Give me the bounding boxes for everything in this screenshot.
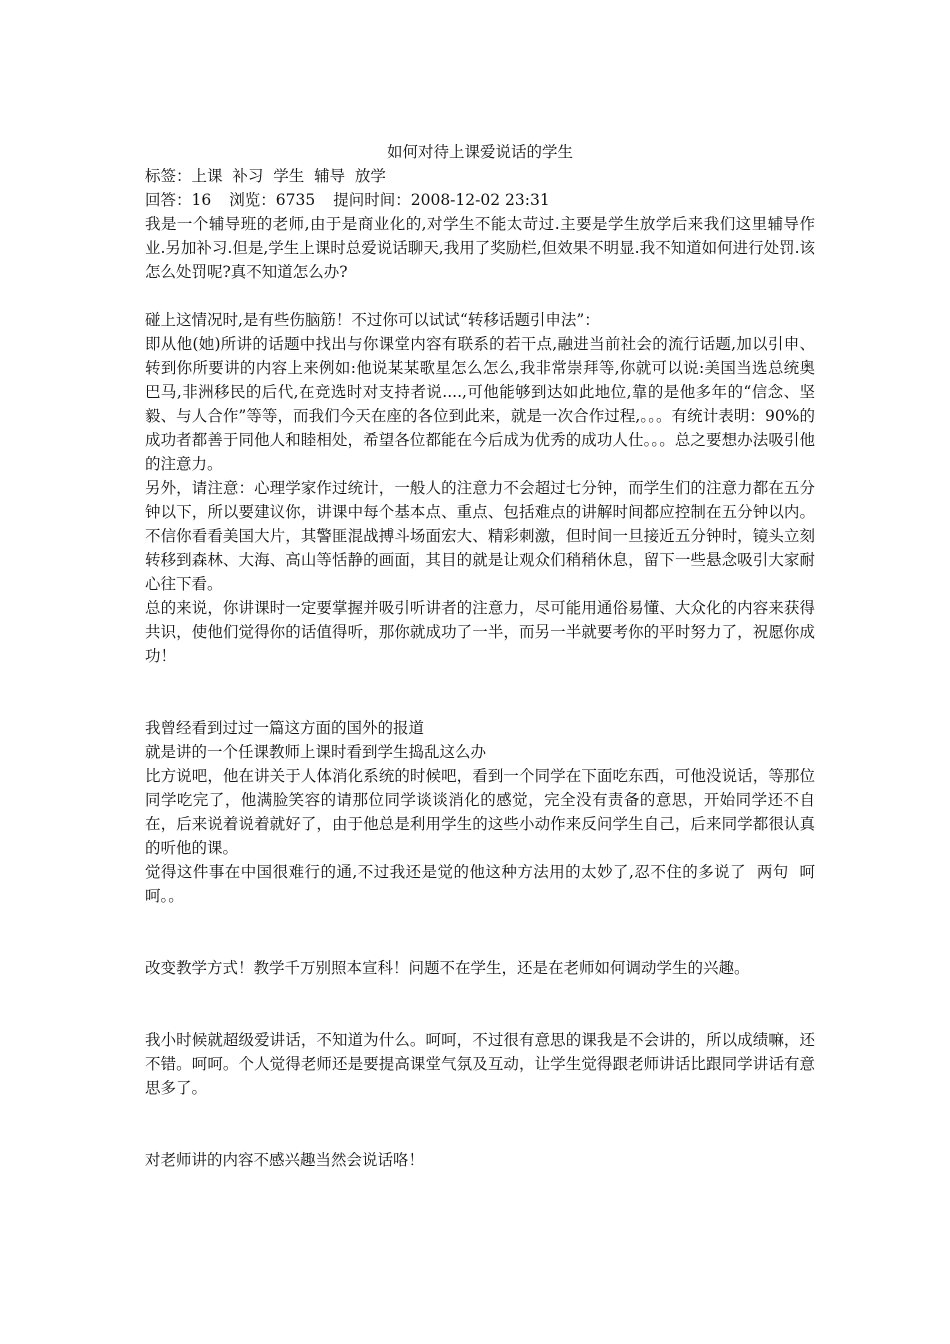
tags-value: 上课 补习 学生 辅导 放学: [191, 167, 386, 185]
answer-paragraph: 我曾经看到过过一篇这方面的国外的报道: [145, 719, 425, 737]
answer-paragraph: 觉得这件事在中国很难行的通,不过我还是觉的他这种方法用的太妙了,忍不住的多说了 两句 呵呵。。: [145, 863, 815, 905]
tags-label: 标签：: [145, 167, 192, 185]
page-title: 如何对待上课爱说话的学生: [386, 143, 573, 161]
answer-paragraph: 比方说吧，他在讲关于人体消化系统的时候吧，看到一个同学在下面吃东西，可他没说话，等那位同学吃完了，他满脸笑容的请那位同学谈谈消化的感觉，完全没有责备的意思，开始同学还不自在，后来说着说着就好了，由于他总是利用学生的这些小动作来反问学生自己，后来同学都很认真的听他的课。: [145, 767, 815, 857]
answer-block: [145, 1148, 815, 1172]
answer-block: [145, 1028, 815, 1100]
asked-time-label: 提问时间：: [333, 191, 411, 209]
question-text: 我是一个辅导班的老师,由于是商业化的,对学生不能太苛过.主要是学生放学后来我们这里辅导作业.另加补习.但是,学生上课时总爱说话聊天,我用了奖励栏,但效果不明显.我不知道如何进行处罚.该怎么处罚呢?真不知道怎么办?: [145, 215, 815, 281]
views-count: 6735: [275, 191, 316, 209]
document-page: [145, 140, 815, 1172]
answer-block: [145, 308, 815, 668]
answer-paragraph: 碰上这情况时,是有些伤脑筋！不过你可以试试“转移话题引申法”：: [145, 311, 600, 329]
answer-paragraph: 我小时候就超级爱讲话，不知道为什么。呵呵，不过很有意思的课我是不会讲的，所以成绩嘛，还不错。呵呵。个人觉得老师还是要提高课堂气氛及互动，让学生觉得跟老师讲话比跟同学讲话有意思多了。: [145, 1031, 815, 1097]
views-label: 浏览：: [229, 191, 276, 209]
asked-time: 2008-12-02 23:31: [410, 191, 550, 209]
answer-paragraph: 改变教学方式！教学千万别照本宣科！问题不在学生，还是在老师如何调动学生的兴趣。: [145, 959, 750, 977]
tags-line: [145, 164, 815, 188]
meta-line: [145, 188, 815, 212]
answer-paragraph: 总的来说，你讲课时一定要掌握并吸引听讲者的注意力，尽可能用通俗易懂、大众化的内容来获得共识，使他们觉得你的话值得听，那你就成功了一半，而另一半就要考你的平时努力了，祝愿你成功！: [145, 599, 815, 665]
answer-paragraph: 即从他(她)所讲的话题中找出与你课堂内容有联系的若干点,融进当前社会的流行话题,加以引申、转到你所要讲的内容上来例如:他说某某歌星怎么怎么,我非常崇拜等,你就可以说:美国当选总统奥巴马,非洲移民的后代,在竞选时对支持者说....,可他能够到达如此地位,靠的是他多年的“信念、坚毅、与人合作”等等，而我们今天在座的各位到此来，就是一次合作过程,。。。有统计表明：90%的成功者都善于同他人和睦相处，希望各位都能在今后成为优秀的成功人仕。。。总之要想办法吸引他的注意力。: [145, 335, 815, 473]
answer-paragraph: 对老师讲的内容不感兴趣当然会说话咯！: [145, 1151, 425, 1169]
answers-label: 回答：: [145, 191, 192, 209]
answer-block: [145, 956, 815, 980]
answer-block: [145, 716, 815, 908]
answer-paragraph: 就是讲的一个任课教师上课时看到学生捣乱这么办: [145, 743, 487, 761]
answers-count: 16: [191, 191, 212, 209]
answer-paragraph: 另外，请注意：心理学家作过统计，一般人的注意力不会超过七分钟，而学生们的注意力都在五分钟以下，所以要建议你，讲课中每个基本点、重点、包括难点的讲解时间都应控制在五分钟以内。不信你看看美国大片，其警匪混战搏斗场面宏大、精彩刺激，但时间一旦接近五分钟时，镜头立刻转移到森林、大海、高山等恬静的画面，其目的就是让观众们稍稍休息，留下一些悬念吸引大家耐心往下看。: [145, 479, 815, 593]
